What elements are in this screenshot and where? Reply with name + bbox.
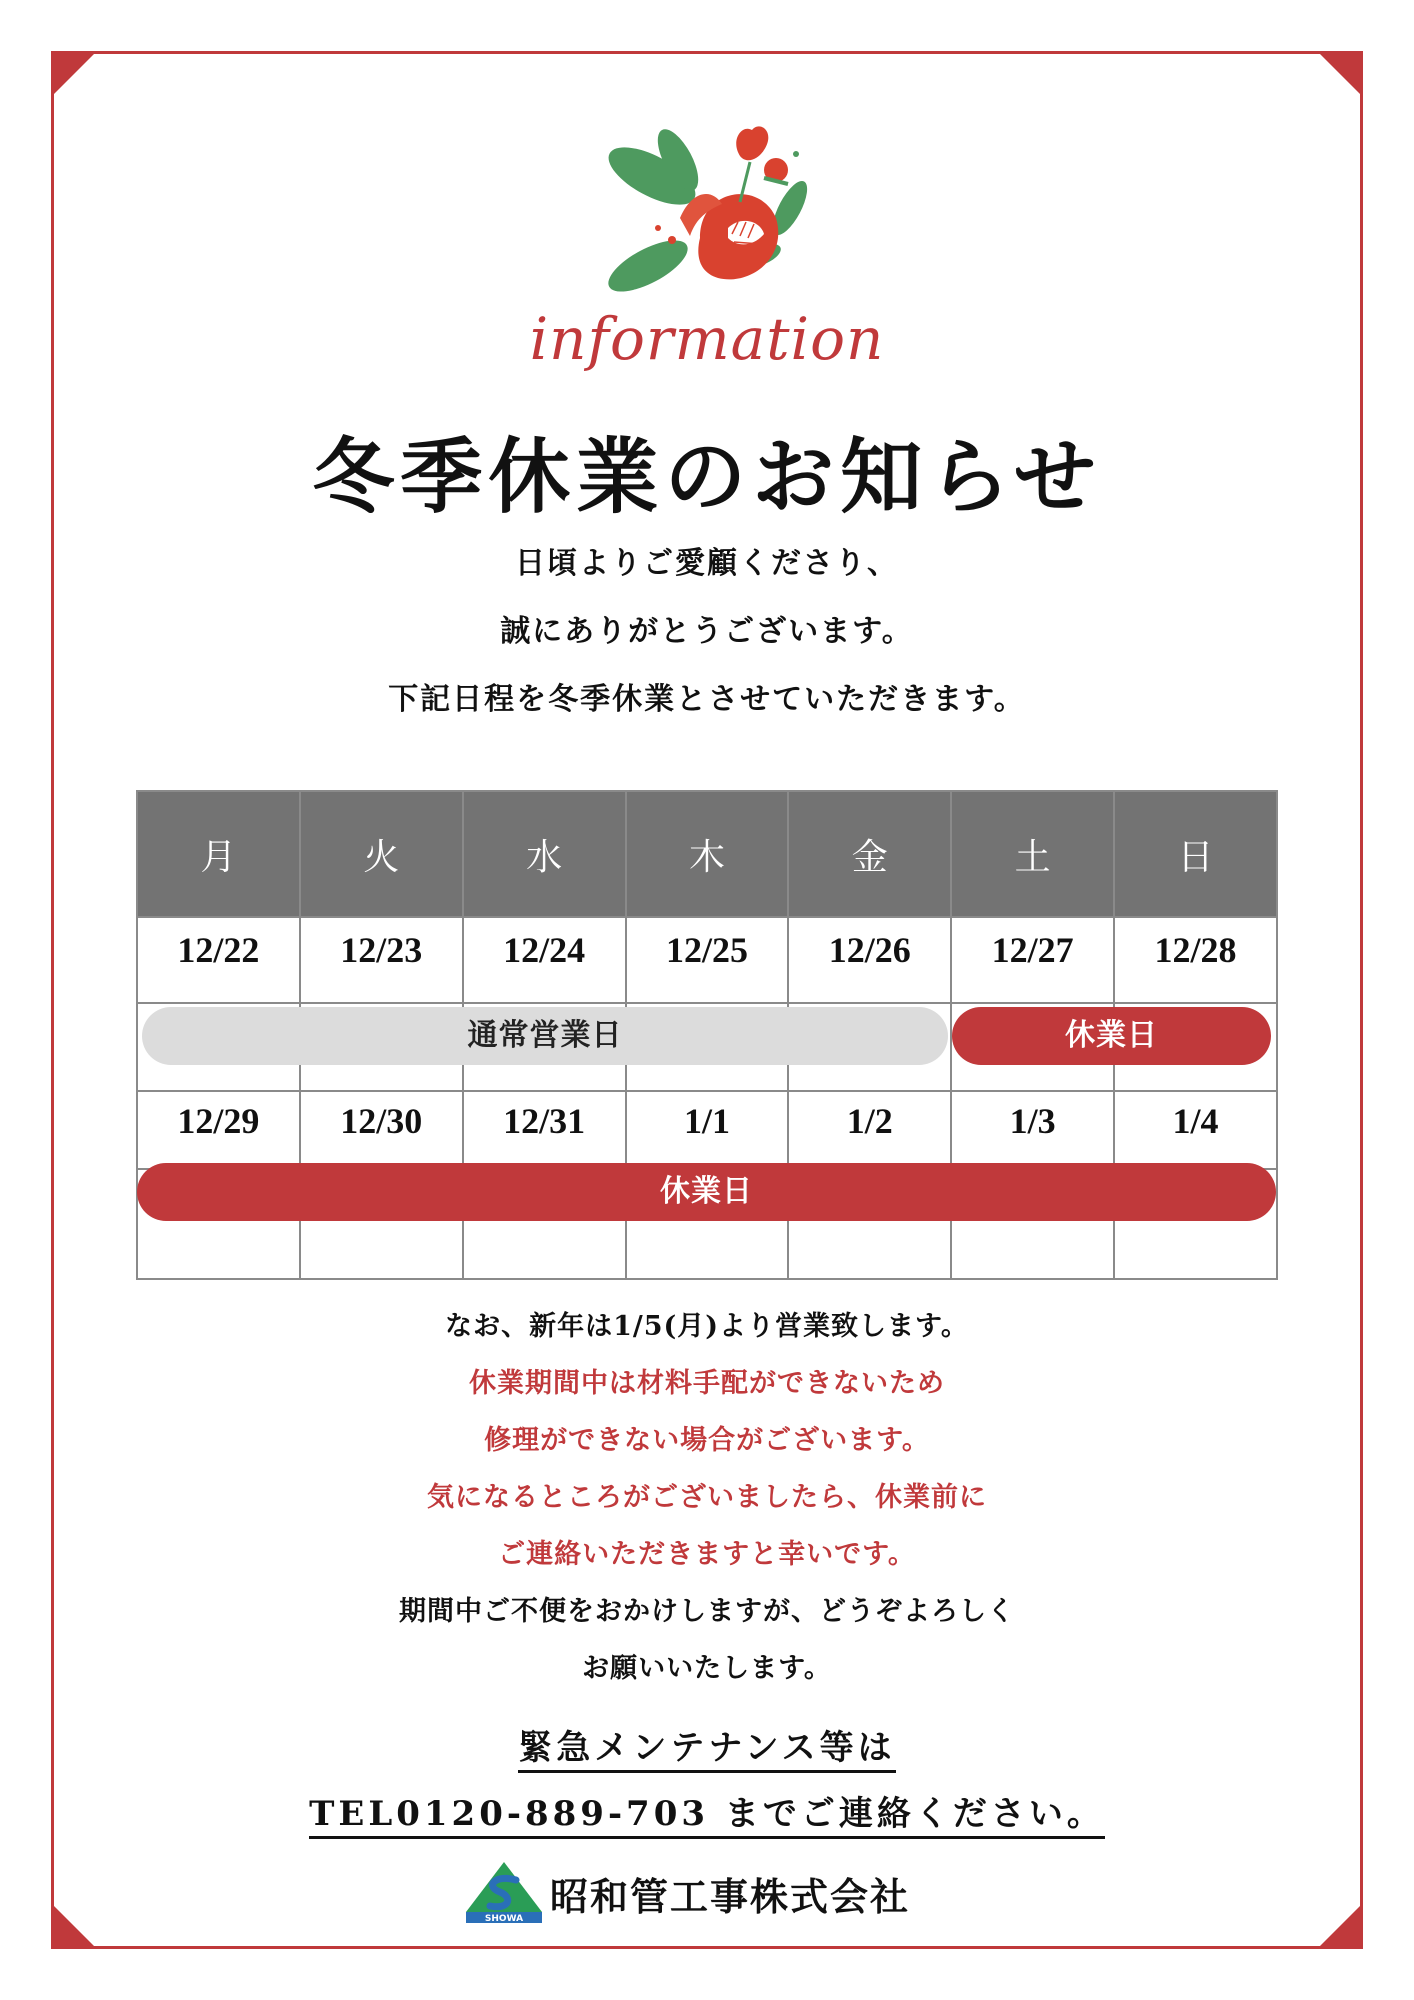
showa-logo-icon <box>462 1860 546 1924</box>
page-title: 冬季休業のお知らせ <box>312 429 1102 525</box>
corner-top-right <box>1317 51 1363 97</box>
weekday-header-row <box>137 791 1277 917</box>
emergency-contact <box>0 1720 1414 1852</box>
date-cell: 1/3 <box>951 1091 1114 1169</box>
date-cell: 12/24 <box>463 917 626 1003</box>
notice-line: なお、新年は1/5(月)より営業致します。 <box>445 1311 969 1342</box>
corner-bottom-left <box>51 1903 97 1949</box>
date-cell: 12/22 <box>137 917 300 1003</box>
weekday-mon: 月 <box>137 791 300 917</box>
notice-line-red: 休業期間中は材料手配ができないため <box>469 1368 945 1399</box>
date-cell: 12/23 <box>300 917 463 1003</box>
closed-band-week1: 休業日 <box>952 1007 1271 1065</box>
corner-top-left <box>51 51 97 97</box>
date-cell: 12/31 <box>463 1091 626 1169</box>
company-name: 昭和管工事株式会社 <box>550 1874 911 1919</box>
corner-bottom-right <box>1317 1903 1363 1949</box>
normal-business-band: 通常営業日 <box>142 1007 948 1065</box>
weekday-thu: 木 <box>626 791 789 917</box>
notice-line-red: 修理ができない場合がございます。 <box>484 1425 930 1456</box>
closed-band-week2: 休業日 <box>137 1163 1276 1221</box>
notice-line-red: ご連絡いただきますと幸いです。 <box>498 1539 916 1570</box>
weekday-tue: 火 <box>300 791 463 917</box>
date-cell: 12/28 <box>1114 917 1277 1003</box>
notice-line: お願いいたします。 <box>582 1653 832 1684</box>
emergency-phone: TEL0120-889-703 までご連絡ください。 <box>309 1794 1105 1839</box>
company-footer <box>462 1860 962 1924</box>
notice-line: 期間中ご不便をおかけしますが、どうぞよろしく <box>399 1596 1015 1627</box>
camellia-illustration <box>600 118 820 293</box>
information-label: information <box>529 305 885 373</box>
intro-line: 日頃よりご愛顧くださり、 <box>515 546 899 581</box>
week2-date-row <box>137 1091 1277 1169</box>
intro-line: 下記日程を冬季休業とさせていただきます。 <box>388 682 1026 717</box>
date-cell: 1/4 <box>1114 1091 1277 1169</box>
intro-text <box>0 540 1414 744</box>
weekday-sun: 日 <box>1114 791 1277 917</box>
week1-date-row <box>137 917 1277 1003</box>
date-cell: 1/2 <box>788 1091 951 1169</box>
date-cell: 12/27 <box>951 917 1114 1003</box>
intro-line: 誠にありがとうございます。 <box>500 614 914 649</box>
date-cell: 12/26 <box>788 917 951 1003</box>
weekday-wed: 水 <box>463 791 626 917</box>
notice-text <box>0 1305 1414 1704</box>
notice-line-red: 気になるところがございましたら、休業前に <box>427 1482 987 1513</box>
weekday-fri: 金 <box>788 791 951 917</box>
date-cell: 12/29 <box>137 1091 300 1169</box>
weekday-sat: 土 <box>951 791 1114 917</box>
emergency-heading: 緊急メンテナンス等は <box>518 1728 895 1773</box>
date-cell: 12/25 <box>626 917 789 1003</box>
date-cell: 12/30 <box>300 1091 463 1169</box>
date-cell: 1/1 <box>626 1091 789 1169</box>
logo-text: SHOWA <box>484 1914 524 1924</box>
